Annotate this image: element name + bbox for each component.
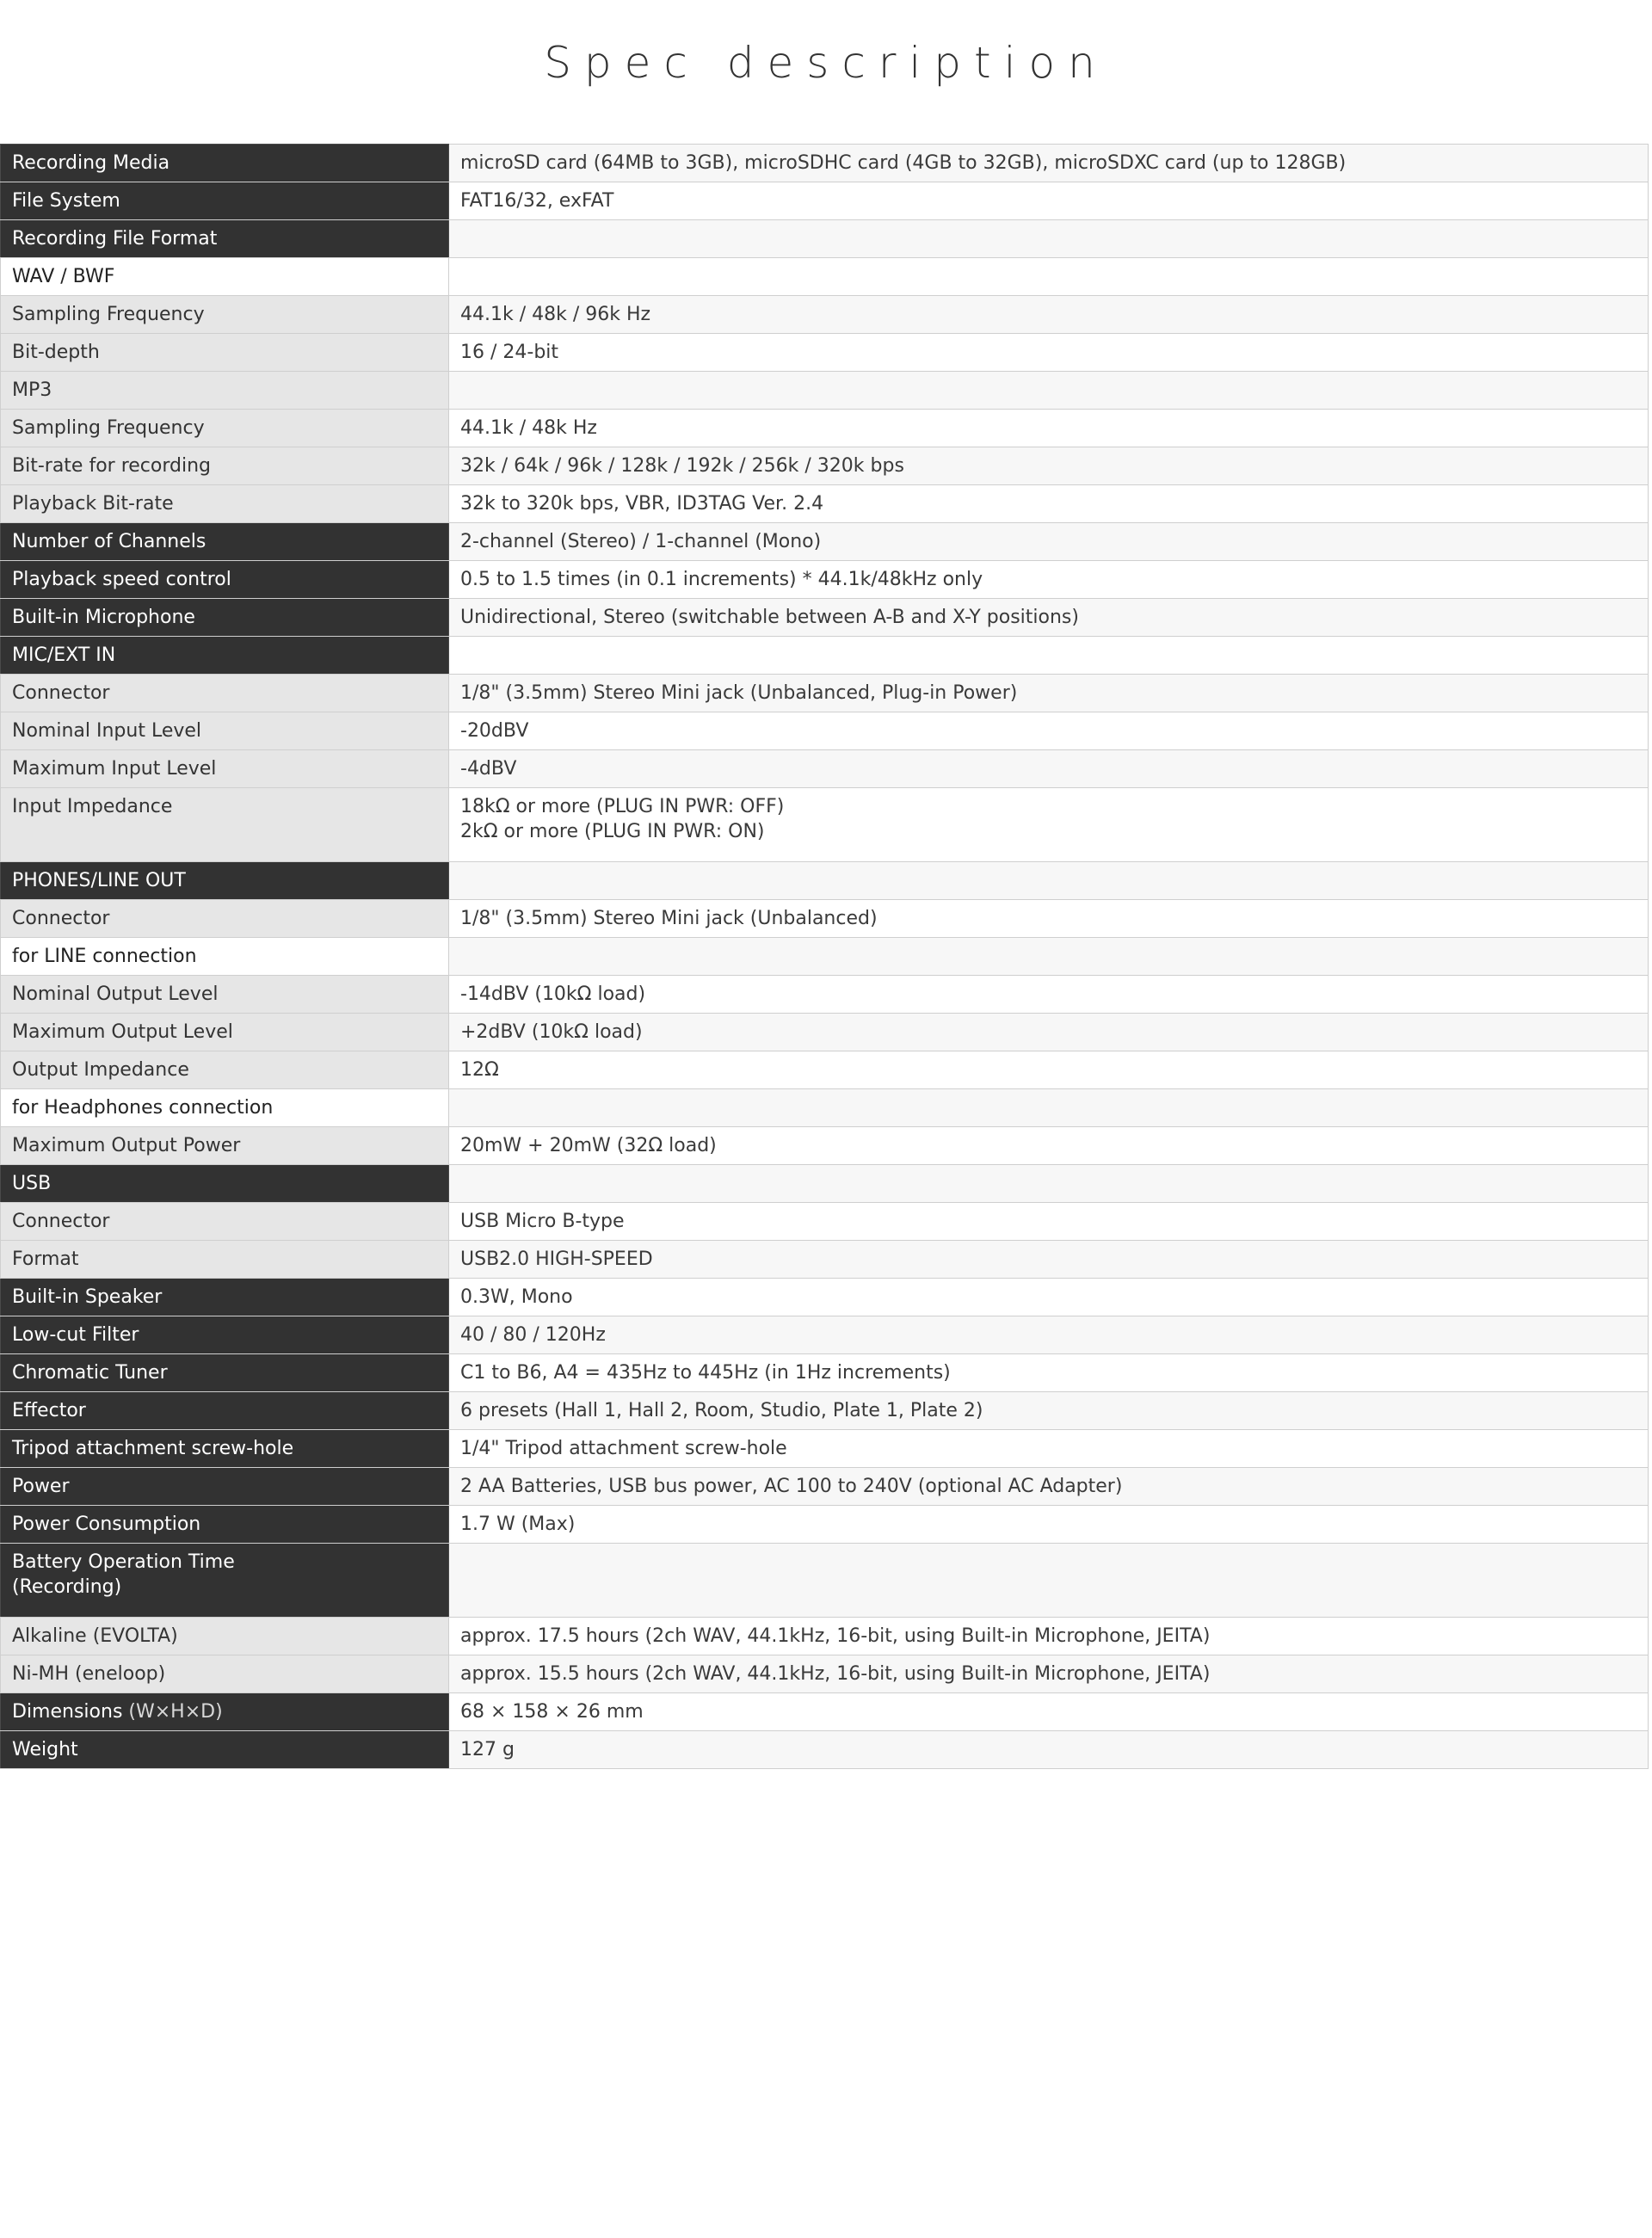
spec-label: Output Impedance [1, 1051, 449, 1089]
spec-label: Connector [1, 1203, 449, 1241]
spec-value: 0.3W, Mono [449, 1279, 1649, 1316]
spec-subheading: MP3 [1, 372, 449, 410]
spec-label: PHONES/LINE OUT [1, 862, 449, 900]
spec-label: Alkaline (EVOLTA) [1, 1618, 449, 1655]
spec-label: Tripod attachment screw-hole [1, 1430, 449, 1468]
spec-label: Maximum Output Level [1, 1014, 449, 1051]
table-row [1, 1089, 1649, 1127]
spec-label: MIC/EXT IN [1, 637, 449, 675]
spec-value: USB Micro B-type [449, 1203, 1649, 1241]
spec-label [1, 1544, 449, 1618]
table-row [1, 1544, 1649, 1618]
spec-value: 20mW + 20mW (32Ω load) [449, 1127, 1649, 1165]
spec-label: USB [1, 1165, 449, 1203]
table-row [1, 334, 1649, 372]
table-row [1, 1392, 1649, 1430]
spec-value: 44.1k / 48k / 96k Hz [449, 296, 1649, 334]
table-row [1, 675, 1649, 712]
spec-value: 1.7 W (Max) [449, 1506, 1649, 1544]
spec-label: Nominal Output Level [1, 976, 449, 1014]
table-row [1, 1655, 1649, 1693]
page-title: Spec description [544, 38, 1108, 88]
table-row [1, 1354, 1649, 1392]
spec-label: Bit-depth [1, 334, 449, 372]
spec-label: Low-cut Filter [1, 1316, 449, 1354]
spec-label: Nominal Input Level [1, 712, 449, 750]
table-row [1, 296, 1649, 334]
spec-value [449, 637, 1649, 675]
table-row [1, 976, 1649, 1014]
table-row [1, 599, 1649, 637]
table-row [1, 900, 1649, 938]
spec-label: Connector [1, 675, 449, 712]
spec-subheading: WAV / BWF [1, 258, 449, 296]
spec-label-note: (W×H×D) [128, 1701, 223, 1723]
table-row [1, 862, 1649, 900]
spec-value [449, 938, 1649, 976]
spec-value [449, 258, 1649, 296]
table-row [1, 447, 1649, 485]
spec-label: Sampling Frequency [1, 410, 449, 447]
spec-label: Connector [1, 900, 449, 938]
spec-value [449, 788, 1649, 862]
spec-value: -14dBV (10kΩ load) [449, 976, 1649, 1014]
spec-value [449, 372, 1649, 410]
table-row [1, 1316, 1649, 1354]
spec-label-line: Battery Operation Time [12, 1551, 235, 1573]
spec-value [449, 862, 1649, 900]
spec-value [449, 1089, 1649, 1127]
table-row [1, 1430, 1649, 1468]
spec-label: Power Consumption [1, 1506, 449, 1544]
spec-value: 32k / 64k / 96k / 128k / 192k / 256k / 320k bps [449, 447, 1649, 485]
table-row [1, 1731, 1649, 1769]
spec-table [0, 144, 1649, 1769]
spec-value: 127 g [449, 1731, 1649, 1769]
spec-label: Playback speed control [1, 561, 449, 599]
spec-value: 44.1k / 48k Hz [449, 410, 1649, 447]
spec-value: FAT16/32, exFAT [449, 182, 1649, 220]
table-row [1, 145, 1649, 182]
spec-label: Recording Media [1, 145, 449, 182]
spec-label: Format [1, 1241, 449, 1279]
spec-label: Bit-rate for recording [1, 447, 449, 485]
spec-label: Number of Channels [1, 523, 449, 561]
spec-value: 68 × 158 × 26 mm [449, 1693, 1649, 1731]
spec-label: Maximum Output Power [1, 1127, 449, 1165]
spec-label: Built-in Speaker [1, 1279, 449, 1316]
spec-label: Maximum Input Level [1, 750, 449, 788]
spec-value: Unidirectional, Stereo (switchable between A-B and X-Y positions) [449, 599, 1649, 637]
table-row [1, 938, 1649, 976]
table-row [1, 788, 1649, 862]
spec-value: -20dBV [449, 712, 1649, 750]
spec-value: microSD card (64MB to 3GB), microSDHC card (4GB to 32GB), microSDXC card (up to 128GB) [449, 145, 1649, 182]
table-row [1, 712, 1649, 750]
spec-label: Built-in Microphone [1, 599, 449, 637]
table-row [1, 637, 1649, 675]
spec-value: 2 AA Batteries, USB bus power, AC 100 to 240V (optional AC Adapter) [449, 1468, 1649, 1506]
spec-value: 1/8" (3.5mm) Stereo Mini jack (Unbalanced) [449, 900, 1649, 938]
spec-label: Input Impedance [1, 788, 449, 862]
spec-value: 12Ω [449, 1051, 1649, 1089]
table-row [1, 410, 1649, 447]
table-row [1, 1618, 1649, 1655]
spec-label: Playback Bit-rate [1, 485, 449, 523]
spec-value-line: 18kΩ or more (PLUG IN PWR: OFF) [460, 796, 785, 817]
spec-value [449, 1544, 1649, 1618]
table-row [1, 182, 1649, 220]
table-row [1, 258, 1649, 296]
spec-value: USB2.0 HIGH-SPEED [449, 1241, 1649, 1279]
spec-value: approx. 17.5 hours (2ch WAV, 44.1kHz, 16-bit, using Built-in Microphone, JEITA) [449, 1618, 1649, 1655]
spec-value: 16 / 24-bit [449, 334, 1649, 372]
spec-value: approx. 15.5 hours (2ch WAV, 44.1kHz, 16-bit, using Built-in Microphone, JEITA) [449, 1655, 1649, 1693]
spec-label: Recording File Format [1, 220, 449, 258]
spec-label: Chromatic Tuner [1, 1354, 449, 1392]
spec-subheading: for LINE connection [1, 938, 449, 976]
spec-value: 2-channel (Stereo) / 1-channel (Mono) [449, 523, 1649, 561]
spec-subheading: for Headphones connection [1, 1089, 449, 1127]
table-row [1, 1051, 1649, 1089]
spec-value-line: 2kΩ or more (PLUG IN PWR: ON) [460, 821, 765, 842]
table-row [1, 372, 1649, 410]
spec-value: -4dBV [449, 750, 1649, 788]
spec-value: 6 presets (Hall 1, Hall 2, Room, Studio, Plate 1, Plate 2) [449, 1392, 1649, 1430]
spec-label-line: (Recording) [12, 1576, 122, 1598]
table-row [1, 1241, 1649, 1279]
spec-label: Ni-MH (eneloop) [1, 1655, 449, 1693]
table-row [1, 1203, 1649, 1241]
spec-value: 1/4" Tripod attachment screw-hole [449, 1430, 1649, 1468]
table-row [1, 1468, 1649, 1506]
spec-value: 0.5 to 1.5 times (in 0.1 increments) * 44.1k/48kHz only [449, 561, 1649, 599]
spec-value: +2dBV (10kΩ load) [449, 1014, 1649, 1051]
spec-label: File System [1, 182, 449, 220]
spec-label: Sampling Frequency [1, 296, 449, 334]
spec-label [1, 1693, 449, 1731]
table-row [1, 523, 1649, 561]
table-row [1, 485, 1649, 523]
table-row [1, 1014, 1649, 1051]
spec-label: Power [1, 1468, 449, 1506]
spec-label: Effector [1, 1392, 449, 1430]
spec-value: C1 to B6, A4 = 435Hz to 445Hz (in 1Hz increments) [449, 1354, 1649, 1392]
table-row [1, 1127, 1649, 1165]
spec-value: 32k to 320k bps, VBR, ID3TAG Ver. 2.4 [449, 485, 1649, 523]
table-row [1, 561, 1649, 599]
spec-label-text: Dimensions [12, 1701, 123, 1723]
table-row [1, 1165, 1649, 1203]
table-row [1, 1506, 1649, 1544]
spec-value: 40 / 80 / 120Hz [449, 1316, 1649, 1354]
spec-value [449, 220, 1649, 258]
table-row [1, 1279, 1649, 1316]
spec-label: Weight [1, 1731, 449, 1769]
table-row [1, 1693, 1649, 1731]
spec-value [449, 1165, 1649, 1203]
table-row [1, 750, 1649, 788]
spec-value: 1/8" (3.5mm) Stereo Mini jack (Unbalanced, Plug-in Power) [449, 675, 1649, 712]
table-row [1, 220, 1649, 258]
